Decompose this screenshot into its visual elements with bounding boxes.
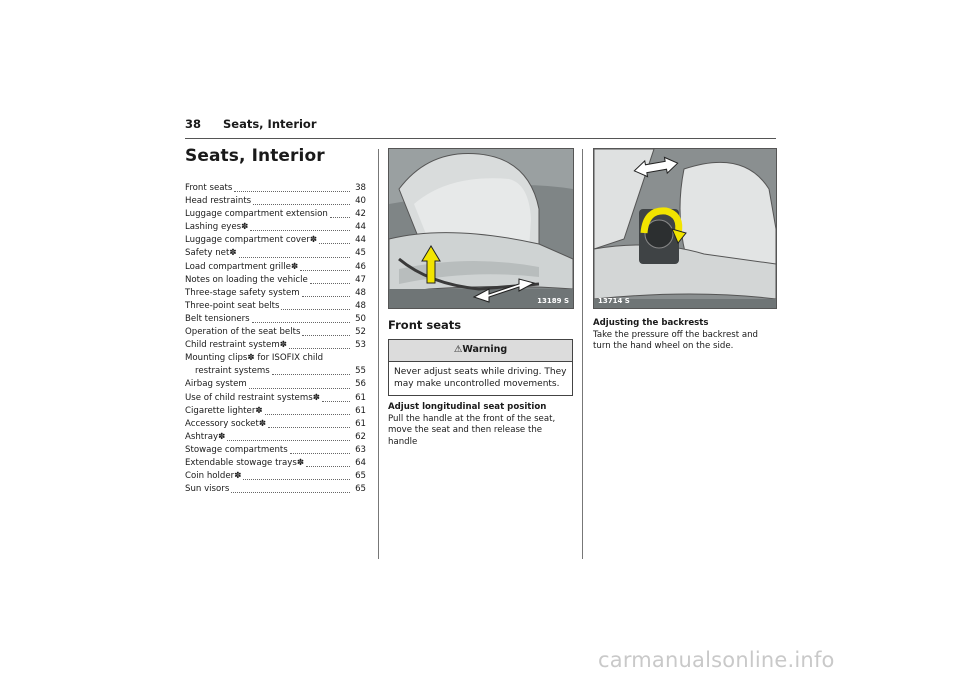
backrest-column (593, 318, 778, 353)
figure-label: 13714 S (598, 297, 630, 305)
toc-entry (185, 457, 366, 470)
optional-equipment-icon: ✽ (229, 248, 237, 259)
toc-entry-label: Coin holder✽ (185, 471, 242, 482)
toc-leader (300, 270, 350, 271)
header-divider (185, 138, 776, 139)
toc-entry-label: Luggage compartment cover✽ (185, 235, 318, 246)
optional-equipment-icon: ✽ (247, 353, 255, 364)
front-seats-column (388, 318, 573, 448)
toc-leader (289, 348, 350, 349)
toc-leader (310, 283, 350, 284)
optional-equipment-icon: ✽ (279, 340, 287, 351)
toc-leader (290, 453, 350, 454)
toc-page-number: 44 (355, 235, 366, 246)
toc-entry (185, 195, 366, 208)
toc-leader (322, 401, 350, 402)
toc-entry-label: Mounting clips✽ for ISOFIX child (185, 353, 324, 364)
toc-entry (185, 182, 366, 195)
toc-leader (234, 191, 350, 192)
page-number: 38 (185, 117, 202, 131)
toc-entry (185, 378, 366, 391)
watermark: carmanualsonline.info (598, 648, 835, 672)
toc-entry (185, 287, 366, 300)
page-title: Seats, Interior (185, 146, 325, 166)
toc-page-number: 44 (355, 222, 366, 233)
toc-entry (185, 483, 366, 496)
toc-entry (185, 300, 366, 313)
toc-page-number: 63 (355, 444, 366, 455)
toc-entry (185, 352, 366, 378)
toc-entry (185, 339, 366, 352)
optional-equipment-icon: ✽ (218, 431, 226, 442)
warning-box (388, 339, 573, 396)
warning-icon: ⚠ (453, 344, 463, 355)
toc-entry (185, 234, 366, 247)
toc-page-number: 56 (355, 379, 366, 390)
toc-entry (185, 444, 366, 457)
warning-text: Never adjust seats while driving. They may make uncontrolled movements. (394, 367, 567, 389)
toc-entry-label: Three-point seat belts (185, 300, 280, 311)
toc-entry (185, 247, 366, 260)
toc-leader (243, 479, 350, 480)
toc-entry (185, 274, 366, 287)
toc-entry-label: Operation of the seat belts (185, 327, 301, 338)
toc-page-number: 46 (355, 261, 366, 272)
column-divider-left (378, 149, 379, 559)
table-of-contents (185, 182, 366, 496)
backrest-illustration (594, 149, 776, 308)
toc-leader (249, 388, 350, 389)
longitudinal-heading: Adjust longitudinal seat position (388, 402, 547, 412)
toc-entry (185, 405, 366, 418)
toc-page-number: 62 (355, 431, 366, 442)
toc-entry-label: restraint systems (195, 366, 270, 377)
toc-page-number: 40 (355, 196, 366, 207)
toc-leader (281, 309, 350, 310)
optional-equipment-icon: ✽ (255, 405, 263, 416)
toc-entry-label: Safety net✽ (185, 248, 237, 259)
optional-equipment-icon: ✽ (241, 222, 249, 233)
toc-entry (185, 392, 366, 405)
optional-equipment-icon: ✽ (234, 471, 242, 482)
front-seats-heading: Front seats (388, 318, 462, 332)
toc-leader (239, 257, 350, 258)
toc-page-number: 65 (355, 471, 366, 482)
toc-page-number: 65 (355, 484, 366, 495)
toc-leader (272, 374, 350, 375)
toc-page-number: 48 (355, 300, 366, 311)
toc-entry-label: Cigarette lighter✽ (185, 405, 263, 416)
toc-entry-label: Front seats (185, 183, 233, 193)
toc-page-number: 52 (355, 327, 366, 338)
toc-entry (185, 221, 366, 234)
toc-entry-label: Stowage compartments (185, 444, 288, 455)
column-divider-right (582, 149, 583, 559)
toc-page-number: 47 (355, 274, 366, 285)
toc-page-number: 53 (355, 340, 366, 351)
toc-entry-label: Accessory socket✽ (185, 418, 267, 429)
toc-page-number: 64 (355, 457, 366, 468)
toc-entry (185, 208, 366, 221)
toc-entry-label: Head restraints (185, 196, 252, 207)
optional-equipment-icon: ✽ (296, 457, 305, 468)
toc-leader (231, 492, 350, 493)
toc-entry-label: Lashing eyes✽ (185, 222, 249, 233)
optional-equipment-icon: ✽ (258, 418, 267, 429)
toc-page-number: 38 (355, 183, 366, 193)
toc-entry-label: Load compartment grille✽ (185, 261, 299, 272)
toc-leader (330, 217, 350, 218)
toc-leader (302, 296, 350, 297)
backrest-text: Take the pressure off the backrest and turn the hand wheel on the side. (593, 329, 759, 351)
toc-page-number: 48 (355, 287, 366, 298)
toc-leader (319, 243, 350, 244)
toc-leader (265, 414, 350, 415)
toc-entry-label: Belt tensioners (185, 313, 250, 324)
toc-page-number: 61 (355, 392, 366, 403)
longitudinal-text: Pull the handle at the front of the seat, move the seat and then release the handle (388, 413, 556, 447)
toc-entry (185, 261, 366, 274)
toc-entry-label: Extendable stowage trays✽ (185, 457, 305, 468)
optional-equipment-icon: ✽ (309, 235, 318, 246)
toc-entry (185, 431, 366, 444)
toc-page-number: 55 (355, 366, 366, 377)
toc-entry (185, 418, 366, 431)
figure-label: 13189 S (537, 297, 569, 305)
page-header (185, 117, 776, 137)
toc-entry-label: Use of child restraint systems✽ (185, 392, 320, 403)
warning-header (389, 340, 572, 362)
toc-leader (227, 440, 350, 441)
optional-equipment-icon: ✽ (312, 392, 320, 403)
toc-entry-label: Notes on loading the vehicle (185, 274, 308, 285)
toc-entry-label: Ashtray✽ (185, 431, 226, 442)
toc-entry-label: Sun visors (185, 484, 230, 495)
toc-entry (185, 313, 366, 326)
toc-leader (302, 335, 350, 336)
contents-column (185, 146, 366, 496)
toc-entry (185, 470, 366, 483)
toc-page-number: 42 (355, 209, 366, 220)
toc-entry (185, 326, 366, 339)
toc-page-number: 61 (355, 418, 366, 429)
section-title: Seats, Interior (223, 117, 317, 131)
toc-entry-label: Luggage compartment extension (185, 209, 328, 220)
toc-leader (250, 230, 350, 231)
figure-seat-adjust (388, 148, 574, 309)
backrest-heading: Adjusting the backrests (593, 318, 709, 328)
toc-page-number: 50 (355, 313, 366, 324)
warning-title: Warning (462, 344, 508, 355)
toc-leader (306, 466, 350, 467)
toc-page-number: 61 (355, 405, 366, 416)
toc-entry-label: Airbag system (185, 379, 247, 390)
figure-backrest-adjust (593, 148, 777, 309)
toc-leader (252, 322, 350, 323)
toc-leader (253, 204, 350, 205)
toc-page-number: 45 (355, 248, 366, 259)
toc-leader (268, 427, 350, 428)
toc-entry-label: Three-stage safety system (185, 287, 300, 298)
optional-equipment-icon: ✽ (290, 261, 299, 272)
seat-illustration (389, 149, 573, 308)
toc-entry-label: Child restraint system✽ (185, 340, 287, 351)
